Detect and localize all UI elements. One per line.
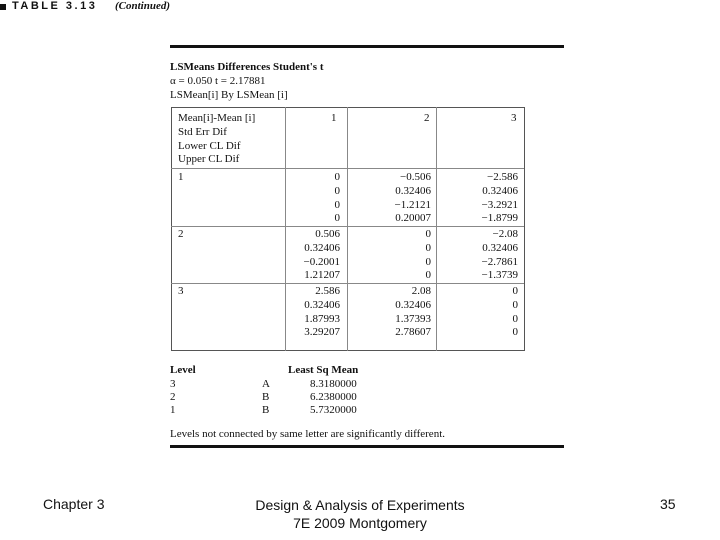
cell-value: 0 <box>512 326 518 339</box>
cell-value: 2.586 <box>315 285 340 297</box>
cell-value: 0 <box>334 184 340 197</box>
cell-value: 0 <box>512 298 518 311</box>
matrix-col-divider <box>436 107 437 351</box>
matrix-cell <box>304 285 340 340</box>
cell-value: 0 <box>425 255 431 268</box>
cell-value: 0.20007 <box>395 212 431 225</box>
row-label: 2 <box>178 228 184 240</box>
footer-title-line: Design & Analysis of Experiments <box>255 497 465 513</box>
levels-header-level: Level <box>170 364 196 376</box>
cell-value: 0.32406 <box>395 184 431 197</box>
cell-value: −2.08 <box>492 228 518 240</box>
footer-page-number: 35 <box>660 496 676 512</box>
cell-value: 0 <box>334 212 340 225</box>
row-header-label: Upper CL Dif <box>178 153 240 166</box>
cell-value: 0.32406 <box>482 241 518 254</box>
matrix-col-divider <box>347 107 348 351</box>
level-mean: 5.7320000 <box>310 404 357 416</box>
matrix-row-header <box>178 112 255 167</box>
cell-value: −1.2121 <box>394 198 431 211</box>
cell-value: −0.506 <box>400 171 431 183</box>
row-header-label: Lower CL Dif <box>178 139 241 152</box>
square-bullet-icon <box>0 4 6 10</box>
bottom-rule <box>170 445 564 448</box>
matrix-cell <box>513 285 519 340</box>
col-label: 3 <box>511 112 517 124</box>
cell-value: 0 <box>425 269 431 282</box>
matrix-col-divider <box>285 107 286 351</box>
level-letter: B <box>262 391 270 403</box>
row-header-label: Std Err Dif <box>178 125 227 138</box>
footer-book-title <box>210 496 510 532</box>
by-line: LSMean[i] By LSMean [i] <box>170 89 288 101</box>
cell-value: 0 <box>425 241 431 254</box>
significance-note: Levels not connected by same letter are significantly different. <box>170 428 445 440</box>
cell-value: −2.7861 <box>481 255 518 268</box>
cell-value: 0 <box>334 171 340 183</box>
cell-value: 1.21207 <box>304 269 340 282</box>
cell-value: −1.8799 <box>481 212 518 225</box>
cell-value: 2.08 <box>411 285 431 297</box>
level-letter: B <box>262 404 270 416</box>
cell-value: 0 <box>334 198 340 211</box>
footer-edition-line: 7E 2009 Montgomery <box>293 515 427 531</box>
cell-value: −2.586 <box>487 171 518 183</box>
cell-value: −1.3739 <box>481 269 518 282</box>
cell-value: 0.32406 <box>395 298 431 311</box>
cell-value: 0 <box>512 312 518 325</box>
footer-chapter: Chapter 3 <box>43 496 105 512</box>
level-letter: A <box>262 378 270 390</box>
row-label: 1 <box>178 171 184 183</box>
matrix-cell <box>304 228 340 283</box>
table-continued: (Continued) <box>115 0 171 12</box>
matrix-cell <box>395 171 431 226</box>
matrix-cell <box>482 171 518 226</box>
row-header-label: Mean[i]-Mean [i] <box>178 112 256 124</box>
matrix-row-divider <box>171 168 524 169</box>
levels-header-mean: Least Sq Mean <box>288 364 359 376</box>
table-label: TABLE 3.13 <box>12 0 98 12</box>
matrix-row-divider <box>171 283 524 284</box>
cell-value: −0.2001 <box>303 255 340 268</box>
cell-value: 0.506 <box>315 228 340 240</box>
matrix-row-divider <box>171 226 524 227</box>
table-caption <box>0 0 394 14</box>
cell-value: 0.32406 <box>304 241 340 254</box>
top-rule <box>170 45 564 48</box>
report-title: LSMeans Differences Student's t <box>170 61 324 73</box>
matrix-cell <box>395 285 431 340</box>
row-label: 3 <box>178 285 184 297</box>
level-mean: 6.2380000 <box>310 391 357 403</box>
cell-value: 1.87993 <box>304 312 340 325</box>
alpha-line: α = 0.050 t = 2.17881 <box>170 75 266 87</box>
cell-value: 0 <box>512 285 518 297</box>
cell-value: 0.32406 <box>482 184 518 197</box>
level-value: 1 <box>170 404 176 416</box>
matrix-cell <box>426 228 432 283</box>
cell-value: 0 <box>425 228 431 240</box>
cell-value: 1.37393 <box>395 312 431 325</box>
level-value: 3 <box>170 378 176 390</box>
matrix-cell <box>335 171 341 226</box>
matrix-cell <box>482 228 518 283</box>
cell-value: 2.78607 <box>395 326 431 339</box>
col-label: 1 <box>331 112 337 124</box>
cell-value: 0.32406 <box>304 298 340 311</box>
cell-value: 3.29207 <box>304 326 340 339</box>
level-value: 2 <box>170 391 176 403</box>
col-label: 2 <box>424 112 430 124</box>
level-mean: 8.3180000 <box>310 378 357 390</box>
cell-value: −3.2921 <box>481 198 518 211</box>
